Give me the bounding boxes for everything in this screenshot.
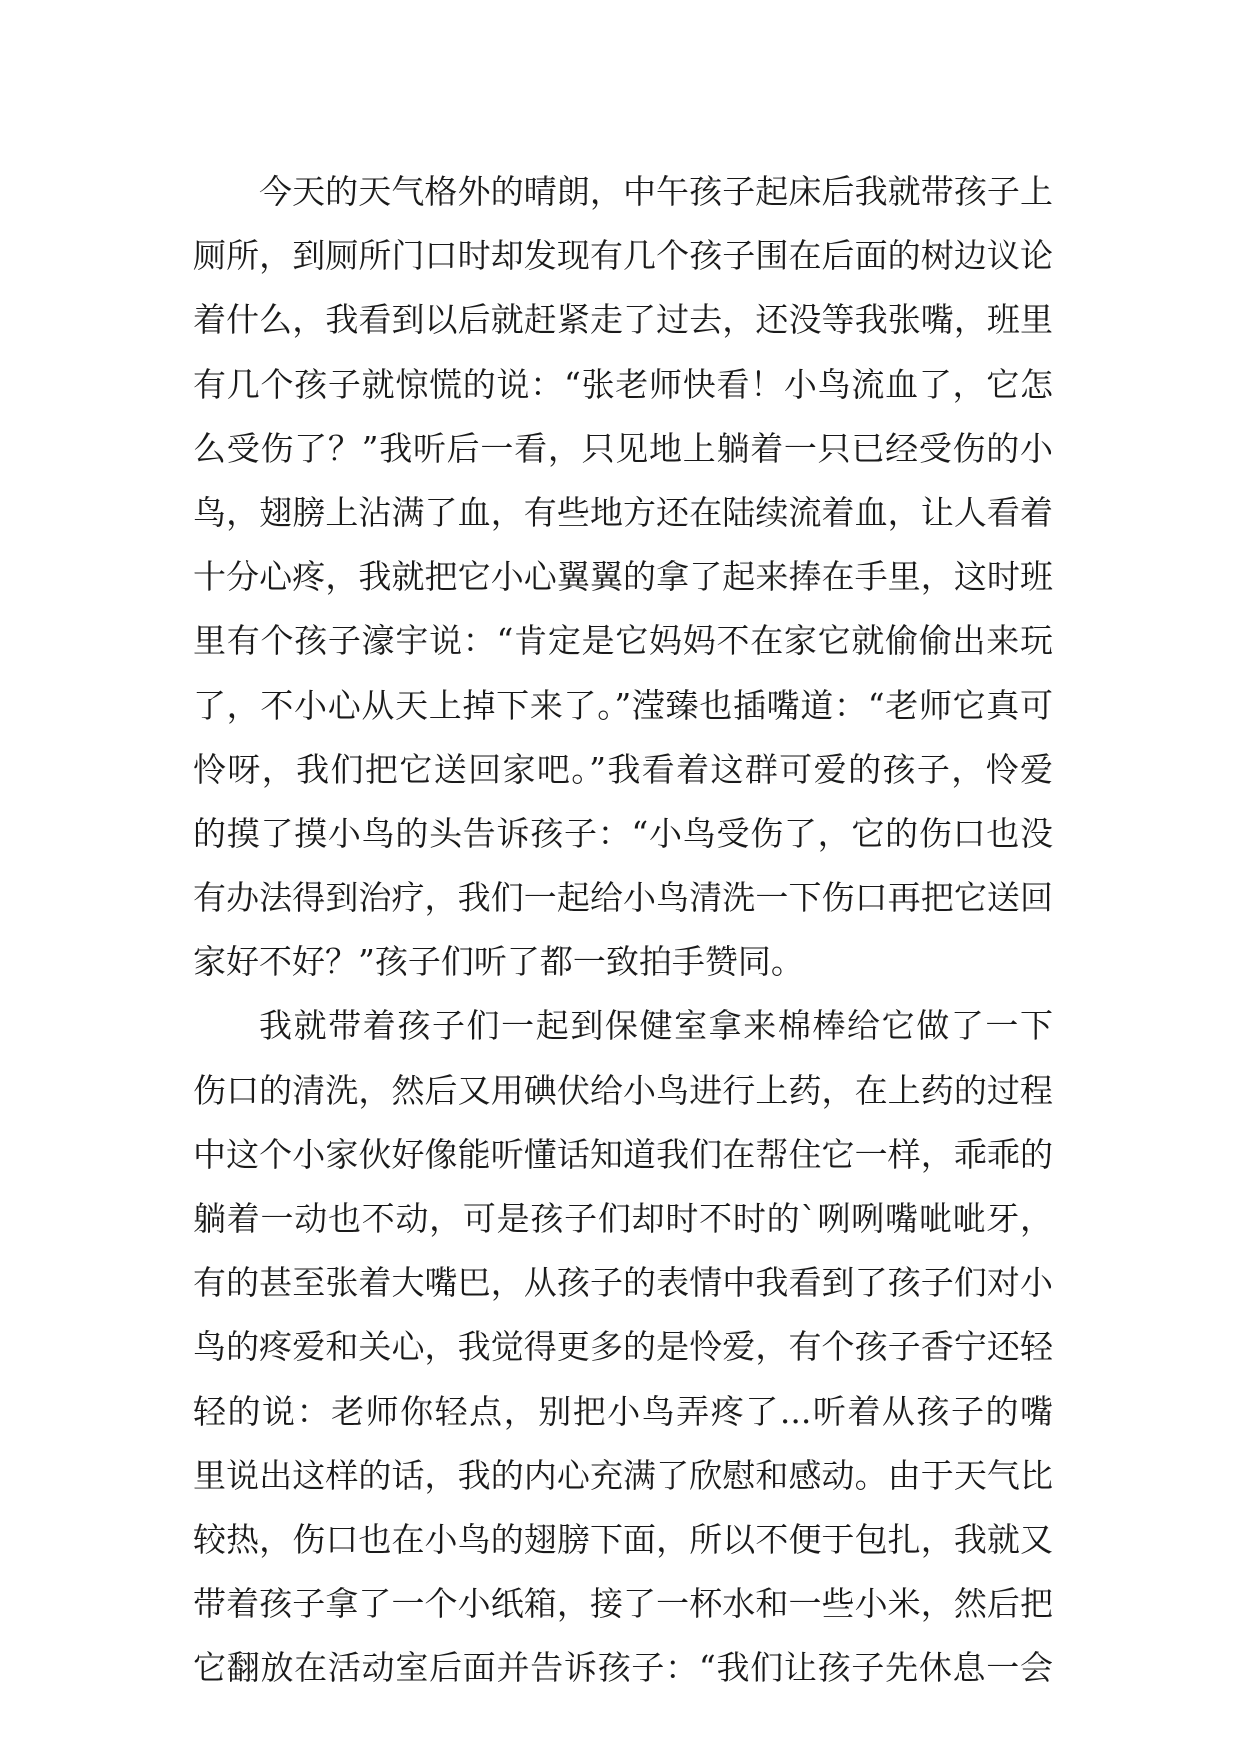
text-line: 有几个孩子就惊慌的说：“张老师快看！小鸟流血了，它怎 xyxy=(193,364,1053,404)
text-line: 较热，伤口也在小鸟的翅膀下面，所以不便于包扎，我就又 xyxy=(193,1519,1053,1559)
body-text xyxy=(193,160,1053,1701)
text-line: 十分心疼，我就把它小心翼翼的拿了起来捧在手里，这时班 xyxy=(193,557,1053,597)
text-line: 家好不好？”孩子们听了都一致拍手赞同。 xyxy=(193,942,804,982)
text-line: 中这个小家伙好像能听懂话知道我们在帮住它一样，乖乖的 xyxy=(193,1134,1053,1174)
text-line: 着什么，我看到以后就赶紧走了过去，还没等我张嘴，班里 xyxy=(193,300,1053,340)
paragraph-1 xyxy=(193,160,1053,994)
text-line: 它翻放在活动室后面并告诉孩子：“我们让孩子先休息一会 xyxy=(193,1648,1053,1688)
text-line: 带着孩子拿了一个小纸箱，接了一杯水和一些小米，然后把 xyxy=(193,1584,1053,1624)
text-line: 了，不小心从天上掉下来了。”滢臻也插嘴道：“老师它真可 xyxy=(193,685,1053,725)
text-line: 的摸了摸小鸟的头告诉孩子：“小鸟受伤了，它的伤口也没 xyxy=(193,813,1053,853)
text-line: 有办法得到治疗，我们一起给小鸟清洗一下伤口再把它送回 xyxy=(193,878,1053,918)
text-line: 里说出这样的话，我的内心充满了欣慰和感动。由于天气比 xyxy=(193,1455,1053,1495)
text-line: 里有个孩子濠宇说：“肯定是它妈妈不在家它就偷偷出来玩 xyxy=(193,621,1053,661)
text-line: 么受伤了？”我听后一看，只见地上躺着一只已经受伤的小 xyxy=(193,428,1053,468)
text-line: 今天的天气格外的晴朗，中午孩子起床后我就带孩子上 xyxy=(259,172,1053,211)
text-line: 躺着一动也不动，可是孩子们却时不时的`咧咧嘴呲呲牙， xyxy=(193,1199,1053,1238)
text-line: 怜呀，我们把它送回家吧。”我看着这群可爱的孩子，怜爱 xyxy=(193,749,1053,789)
text-line: 伤口的清洗，然后又用碘伏给小鸟进行上药，在上药的过程 xyxy=(193,1070,1053,1110)
text-line: 轻的说：老师你轻点，别把小鸟弄疼了...听着从孩子的嘴 xyxy=(193,1391,1053,1431)
text-line: 鸟的疼爱和关心，我觉得更多的是怜爱，有个孩子香宁还轻 xyxy=(193,1327,1053,1367)
text-line: 鸟，翅膀上沾满了血，有些地方还在陆续流着血，让人看着 xyxy=(193,492,1053,532)
text-line: 厕所，到厕所门口时却发现有几个孩子围在后面的树边议论 xyxy=(193,236,1053,276)
text-line: 我就带着孩子们一起到保健室拿来棉棒给它做了一下 xyxy=(259,1006,1053,1046)
text-line: 有的甚至张着大嘴巴，从孩子的表情中我看到了孩子们对小 xyxy=(193,1263,1053,1303)
paragraph-2 xyxy=(193,994,1053,1700)
